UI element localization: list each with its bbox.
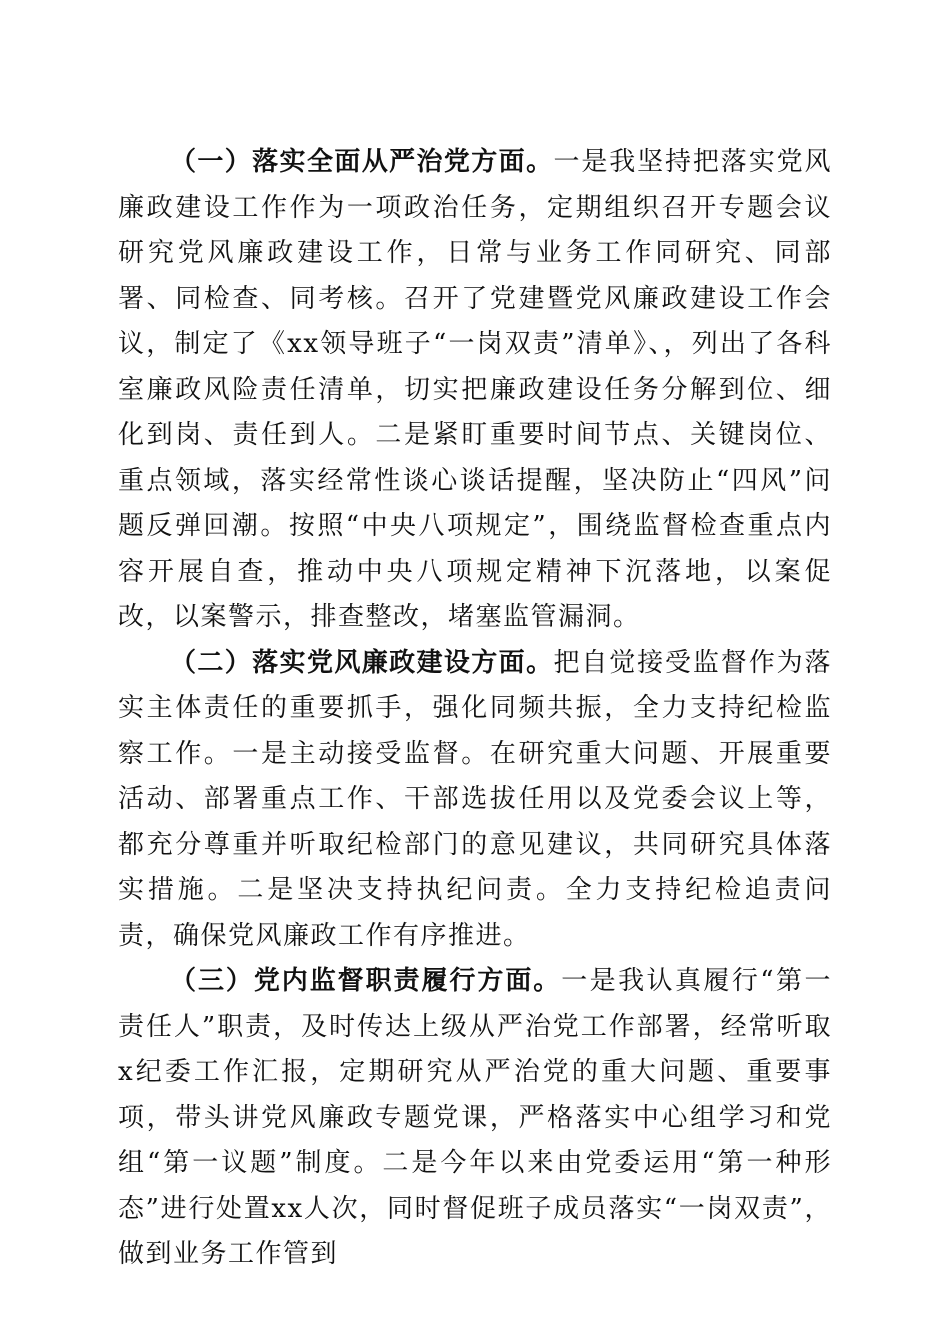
paragraph-1 xyxy=(118,140,832,641)
paragraph-3 xyxy=(118,959,832,1278)
paragraph-2 xyxy=(118,641,832,960)
paragraph-2-text: 把自觉接受监督作为落实主体责任的重要抓手，强化同频共振，全力支持纪检监察工作。一是主动接受监督。在研究重大问题、开展重要活动、部署重点工作、干部选拔任用以及党委会议上等，都充分尊重并听取纪检部门的意见建议，共同研究具体落实措施。二是坚决支持执纪问责。全力支持纪检追责问责，确保党风廉政工作有序推进。 xyxy=(118,647,832,951)
paragraph-1-heading: （一）落实全面从严治党方面。 xyxy=(170,147,554,177)
paragraph-3-heading: （三）党内监督职责履行方面。 xyxy=(170,966,562,996)
paragraph-1-text: 一是我坚持把落实党风廉政建设工作作为一项政治任务，定期组织召开专题会议研究党风廉政建设工作，日常与业务工作同研究、同部署、同检查、同考核。召开了党建暨党风廉政建设工作会议，制定了《xx领导班子“一岗双责”清单》、，列出了各科室廉政风险责任清单，切实把廉政建设任务分解到位、细化到岗、责任到人。二是紧盯重要时间节点、关键岗位、重点领域，落实经常性谈心谈话提醒，坚决防止“四风”问题反弹回潮。按照“中央八项规定”，围绕监督检查重点内容开展自查，推动中央八项规定精神下沉落地，以案促改，以案警示，排查整改，堵塞监管漏洞。 xyxy=(118,147,832,632)
paragraph-2-heading: （二）落实党风廉政建设方面。 xyxy=(170,647,554,678)
paragraph-3-text: 一是我认真履行“第一责任人”职责，及时传达上级从严治党工作部署，经常听取x纪委工作汇报，定期研究从严治党的重大问题、重要事项，带头讲党风廉政专题党课，严格落实中心组学习和党组“第一议题”制度。二是今年以来由党委运用“第一种形态”进行处置xx人次，同时督促班子成员落实“一岗双责”，做到业务工作管到 xyxy=(118,966,832,1269)
document-body xyxy=(118,140,832,1278)
